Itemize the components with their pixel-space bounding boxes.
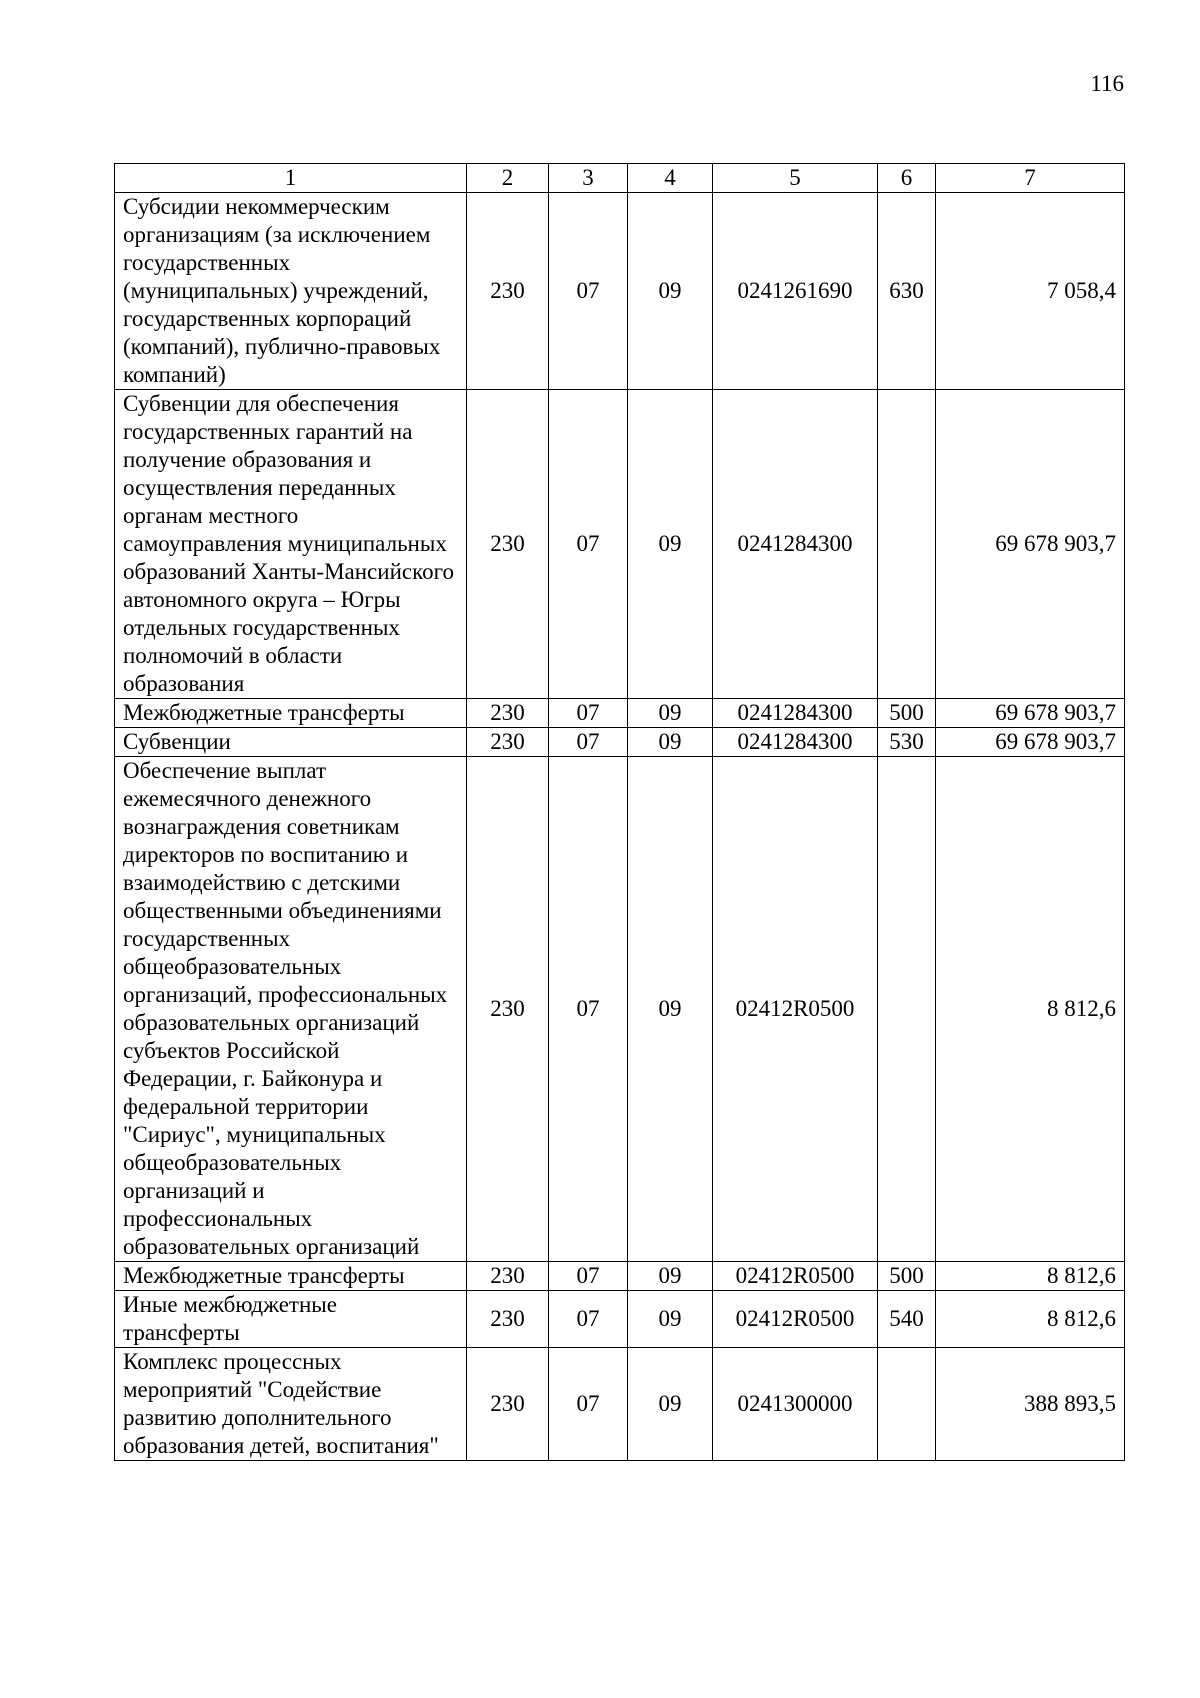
row-code-cell: 630 (878, 193, 936, 390)
row-code-cell: 09 (628, 1262, 713, 1291)
row-code-cell: 230 (467, 1348, 549, 1461)
row-code-cell: 09 (628, 757, 713, 1262)
row-code-cell: 07 (549, 699, 628, 728)
row-code-cell: 09 (628, 728, 713, 757)
row-code-cell: 230 (467, 757, 549, 1262)
row-code-cell: 09 (628, 390, 713, 699)
row-amount-cell: 8 812,6 (936, 757, 1125, 1262)
table-row (115, 390, 1125, 699)
row-amount-cell: 7 058,4 (936, 193, 1125, 390)
row-code-cell: 530 (878, 728, 936, 757)
row-code-cell: 0241300000 (713, 1348, 878, 1461)
row-name-cell: Межбюджетные трансферты (115, 1262, 467, 1291)
row-amount-cell: 69 678 903,7 (936, 699, 1125, 728)
table-row (115, 193, 1125, 390)
row-code-cell: 0241261690 (713, 193, 878, 390)
row-amount-cell: 8 812,6 (936, 1262, 1125, 1291)
row-code-cell: 07 (549, 390, 628, 699)
budget-table (114, 163, 1125, 1461)
row-code-cell: 500 (878, 1262, 936, 1291)
row-code-cell: 230 (467, 390, 549, 699)
row-code-cell: 07 (549, 1348, 628, 1461)
row-code-cell: 07 (549, 193, 628, 390)
table-row (115, 699, 1125, 728)
row-code-cell: 07 (549, 1291, 628, 1348)
row-code-cell: 500 (878, 699, 936, 728)
table-row (115, 728, 1125, 757)
table-row (115, 1262, 1125, 1291)
row-code-cell: 0241284300 (713, 699, 878, 728)
row-code-cell: 0241284300 (713, 728, 878, 757)
row-code-cell: 230 (467, 193, 549, 390)
row-code-cell: 09 (628, 193, 713, 390)
page-number: 116 (1090, 71, 1124, 96)
row-name-cell: Межбюджетные трансферты (115, 699, 467, 728)
row-code-cell: 09 (628, 1348, 713, 1461)
header-cell-7: 7 (936, 164, 1125, 193)
row-name-cell: Субвенции (115, 728, 467, 757)
table-row (115, 757, 1125, 1262)
table-row (115, 1291, 1125, 1348)
row-amount-cell: 69 678 903,7 (936, 728, 1125, 757)
row-amount-cell: 388 893,5 (936, 1348, 1125, 1461)
row-code-cell (878, 1348, 936, 1461)
row-amount-cell: 8 812,6 (936, 1291, 1125, 1348)
row-code-cell: 02412R0500 (713, 757, 878, 1262)
table-header-row (115, 164, 1125, 193)
row-name-cell: Обеспечение выплат ежемесячного денежного вознаграждения советникам директоров по воспитанию и взаимодействию с детскими общественными объединениями государственных общеобразовательных организаций, профессиональных образовательных организаций субъектов Российской Федерации, г. Байконура и федеральной территории "Сириус", муниципальных общеобразовательных организаций и профессиональных образовательных организаций (115, 757, 467, 1262)
row-code-cell: 230 (467, 1291, 549, 1348)
row-code-cell: 230 (467, 728, 549, 757)
row-code-cell: 07 (549, 728, 628, 757)
header-cell-1: 1 (115, 164, 467, 193)
row-code-cell (878, 390, 936, 699)
row-code-cell: 0241284300 (713, 390, 878, 699)
row-name-cell: Субвенции для обеспечения государственных гарантий на получение образования и осуществления переданных органам местного самоуправления муниципальных образований Ханты-Мансийского автономного округа – Югры отдельных государственных полномочий в области образования (115, 390, 467, 699)
row-code-cell: 540 (878, 1291, 936, 1348)
header-cell-2: 2 (467, 164, 549, 193)
row-name-cell: Субсидии некоммерческим организациям (за исключением государственных (муниципальных) учреждений, государственных корпораций (компаний), публично-правовых компаний) (115, 193, 467, 390)
row-code-cell: 09 (628, 699, 713, 728)
table-row (115, 1348, 1125, 1461)
row-name-cell: Иные межбюджетные трансферты (115, 1291, 467, 1348)
header-cell-5: 5 (713, 164, 878, 193)
header-cell-4: 4 (628, 164, 713, 193)
row-code-cell: 02412R0500 (713, 1262, 878, 1291)
header-cell-3: 3 (549, 164, 628, 193)
row-code-cell: 02412R0500 (713, 1291, 878, 1348)
row-code-cell: 07 (549, 757, 628, 1262)
row-code-cell: 09 (628, 1291, 713, 1348)
row-code-cell (878, 757, 936, 1262)
row-code-cell: 230 (467, 699, 549, 728)
row-code-cell: 07 (549, 1262, 628, 1291)
row-name-cell: Комплекс процессных мероприятий "Содействие развитию дополнительного образования детей, воспитания" (115, 1348, 467, 1461)
header-cell-6: 6 (878, 164, 936, 193)
row-code-cell: 230 (467, 1262, 549, 1291)
row-amount-cell: 69 678 903,7 (936, 390, 1125, 699)
